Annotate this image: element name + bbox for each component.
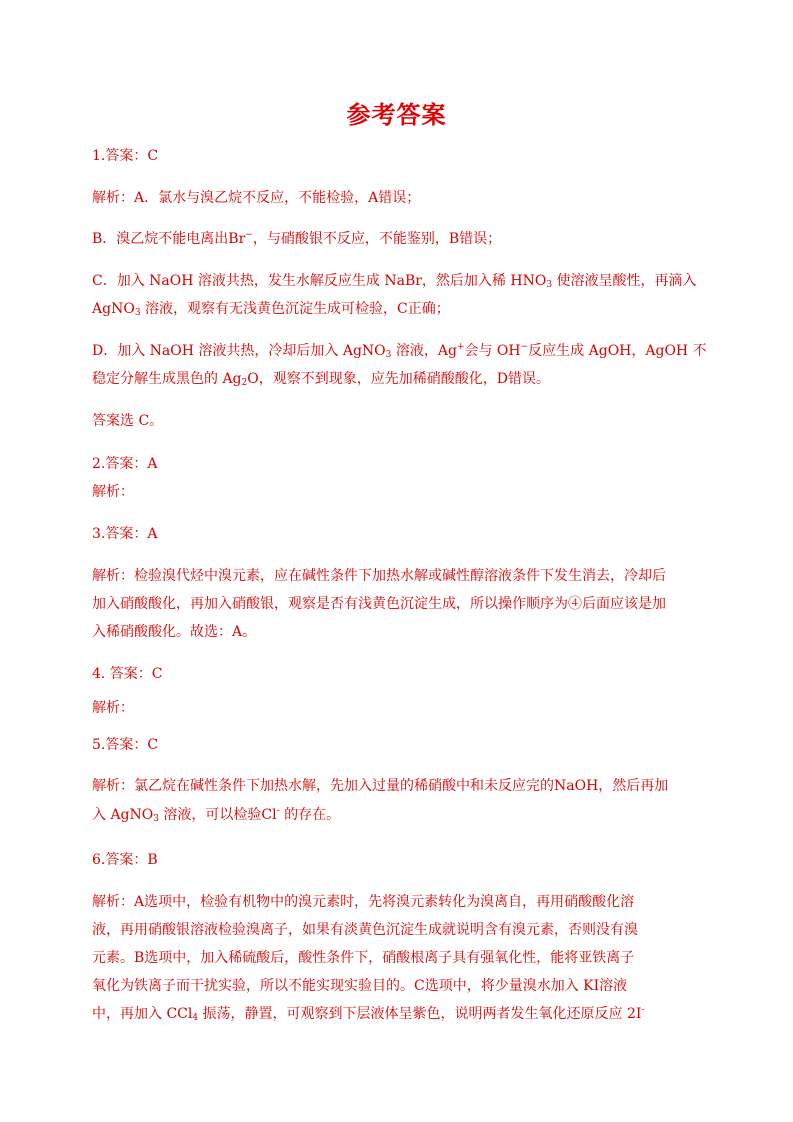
q1-analysis-c-line1: C．加入 NaOH 溶液共热，发生水解反应生成 NaBr，然后加入稀 $HNO_3$ 使溶液呈酸性，再滴入 [92,273,697,290]
q5-answer: 5.答案：C [92,737,159,753]
q4-analysis: 解析： [92,700,134,716]
q3-analysis-line2: 加入硝酸酸化，再加入硝酸银，观察是否有浅黄色沉淀生成，所以操作顺序为④后面应该是加 [92,596,666,612]
q6-analysis-line4: 氧化为铁离子而干扰实验，所以不能实现实验目的。C选项中，将少量溴水加入 KI溶液 [92,978,628,994]
q2-analysis: 解析： [92,484,134,500]
q3-analysis-line3: 入稀硝酸酸化。故选：A。 [92,624,257,640]
q6-analysis-line1: 解析：A选项中，检验有机物中的溴元素时，先将溴元素转化为溴离自，再用硝酸酸化溶 [92,894,635,910]
q1-analysis-a: 解析：A．氯水与溴乙烷不反应，不能检验，A错误； [92,190,421,206]
q1-conclusion: 答案选 C。 [92,413,164,429]
q6-analysis-line5: 中，再加入 CCl$_4$ 振荡，静置，可观察到下层液体呈紫色，说明两者发生氧化还原反应 2I- [92,1005,645,1023]
q5-analysis-line2: 入 AgNO$_3$ 溶液，可以检验Cl- 的存在。 [92,806,341,824]
q3-analysis-line1: 解析：检验溴代烃中溴元素，应在碱性条件下加热水解或碱性醇溶液条件下发生消去，冷却后 [92,568,666,584]
q6-analysis-line2: 液，再用硝酸银溶液检验溴离子，如果有淡黄色沉淀生成就说明含有溴元素，否则没有溴 [92,922,638,938]
q1-analysis-c-line2: AgNO$_3$ 溶液，观察有无浅黄色沉淀生成可检验，C正确； [92,301,450,318]
q3-answer: 3.答案：A [92,526,158,542]
q6-analysis-line3: 元素。B选项中，加入稀硫酸后，酸性条件下，硝酸根离子具有强氧化性，能将亚铁离子 [92,950,635,966]
q1-analysis-d-line2: 稳定分解生成黑色的 $Ag_2O$，观察不到现象，应先加稀硝酸酸化，D错误。 [92,371,550,388]
q2-answer: 2.答案：A [92,456,158,472]
q1-answer: 1.答案：C [92,148,159,164]
q1-analysis-b: B．溴乙烷不能电离出Br−，与硝酸银不反应，不能鉴别，B错误； [92,230,502,247]
q5-analysis-line1: 解析：氯乙烷在碱性条件下加热水解，先加入过量的稀硝酸中和未反应完的NaOH，然后再加 [92,778,669,794]
page-title: 参考答案 [346,100,447,129]
q4-answer: 4. 答案：C [92,666,163,682]
q6-answer: 6.答案：B [92,852,158,868]
q1-analysis-d-line1: D．加入 NaOH 溶液共热，冷却后加入 AgNO$_3$ 溶液，Ag+会与 OH−反应生成 AgOH，AgOH 不 [92,342,707,360]
